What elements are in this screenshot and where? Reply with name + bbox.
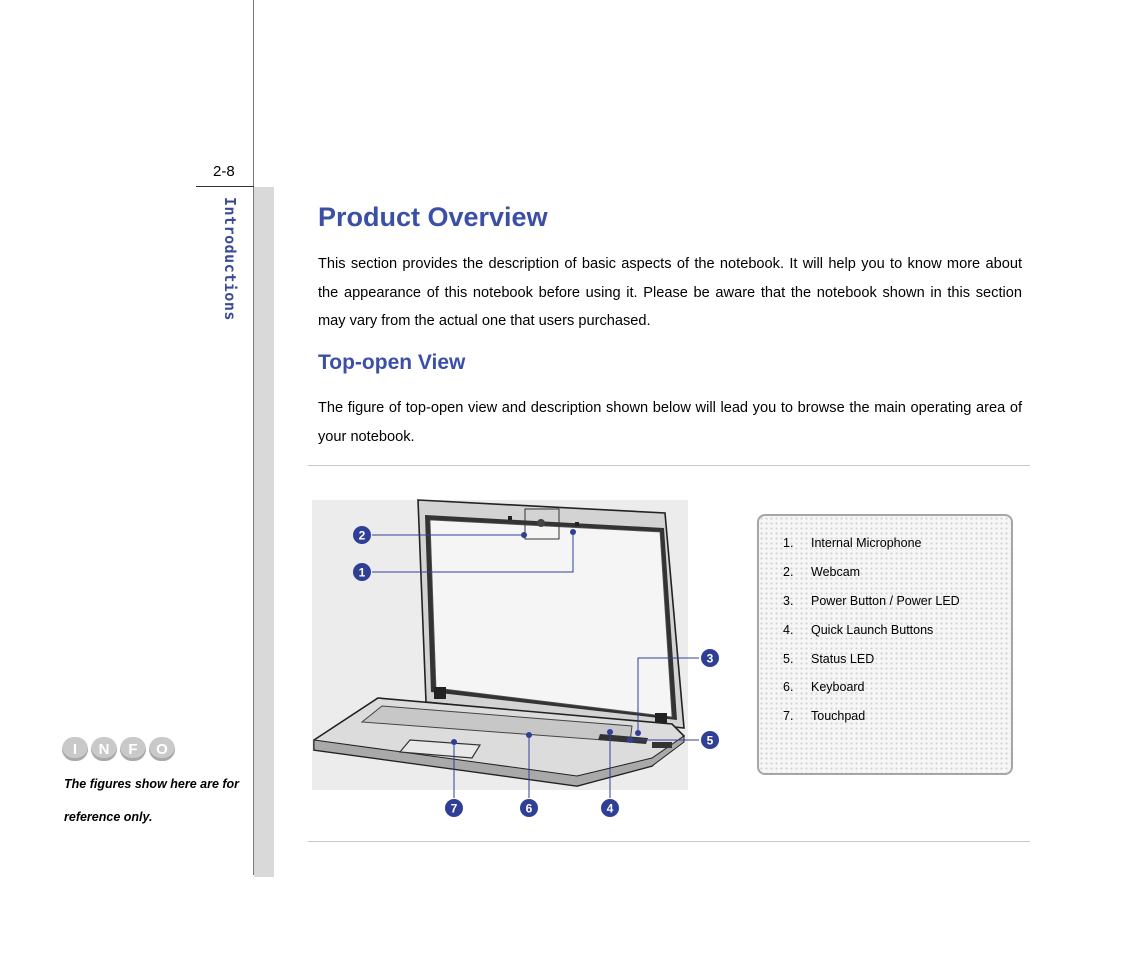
svg-text:1: 1 bbox=[358, 565, 366, 580]
svg-text:7: 7 bbox=[450, 801, 458, 816]
hinge-left bbox=[434, 687, 446, 699]
callout-1 bbox=[353, 563, 371, 581]
intro-paragraph: This section provides the description of basic aspects of the notebook. It will help you to know more about the appearance of this notebook before using it. Please be aware that the notebook shown in this section may vary from the actual one that users purchased. bbox=[318, 256, 1022, 329]
legend-item: 6. Keyboard bbox=[783, 680, 865, 695]
info-letter: N bbox=[91, 737, 117, 761]
divider-top bbox=[308, 465, 1030, 466]
microphone-hole bbox=[575, 522, 579, 526]
info-letter: F bbox=[120, 737, 146, 761]
chapter-label: Introductions bbox=[221, 197, 239, 321]
legend-item: 1. Internal Microphone bbox=[783, 536, 922, 550]
legend-item: 3. Power Button / Power LED bbox=[783, 593, 960, 608]
info-letter: I bbox=[62, 737, 88, 761]
info-note: The figures show here are for reference only. bbox=[64, 777, 240, 824]
svg-text:5: 5 bbox=[706, 733, 714, 748]
webcam-lens bbox=[537, 519, 545, 527]
divider-bottom bbox=[308, 841, 1030, 842]
legend-item: 5. Status LED bbox=[783, 651, 875, 666]
laptop-illustration bbox=[312, 496, 742, 826]
callout-6 bbox=[520, 799, 538, 817]
legend-item: 2. Webcam bbox=[783, 564, 861, 579]
callout-4 bbox=[601, 799, 619, 817]
screen-panel bbox=[430, 520, 672, 717]
info-letter: O bbox=[149, 737, 175, 761]
page-title: Product Overview bbox=[318, 202, 548, 232]
svg-text:2: 2 bbox=[358, 528, 366, 543]
info-logo bbox=[62, 737, 175, 761]
svg-text:3: 3 bbox=[706, 651, 714, 666]
svg-text:4: 4 bbox=[606, 801, 614, 816]
bezel-mark bbox=[508, 516, 512, 520]
page-number-underline bbox=[196, 186, 254, 187]
legend-list bbox=[783, 536, 960, 738]
legend-item: 4. Quick Launch Buttons bbox=[783, 622, 934, 637]
callout-3 bbox=[701, 649, 719, 667]
callout-2 bbox=[353, 526, 371, 544]
legend-item: 7. Touchpad bbox=[783, 709, 866, 724]
svg-text:6: 6 bbox=[525, 801, 533, 816]
section-subtitle: Top-open View bbox=[318, 351, 466, 374]
laptop-figure bbox=[312, 496, 742, 826]
page-number: 2-8 bbox=[213, 163, 235, 180]
margin-bar bbox=[254, 187, 274, 877]
section-description: The figure of top-open view and description shown below will lead you to browse the main operating area of your notebook. bbox=[318, 400, 1022, 445]
side-ports bbox=[652, 742, 672, 748]
callout-7 bbox=[445, 799, 463, 817]
component-legend bbox=[757, 514, 1013, 775]
callout-5 bbox=[701, 731, 719, 749]
